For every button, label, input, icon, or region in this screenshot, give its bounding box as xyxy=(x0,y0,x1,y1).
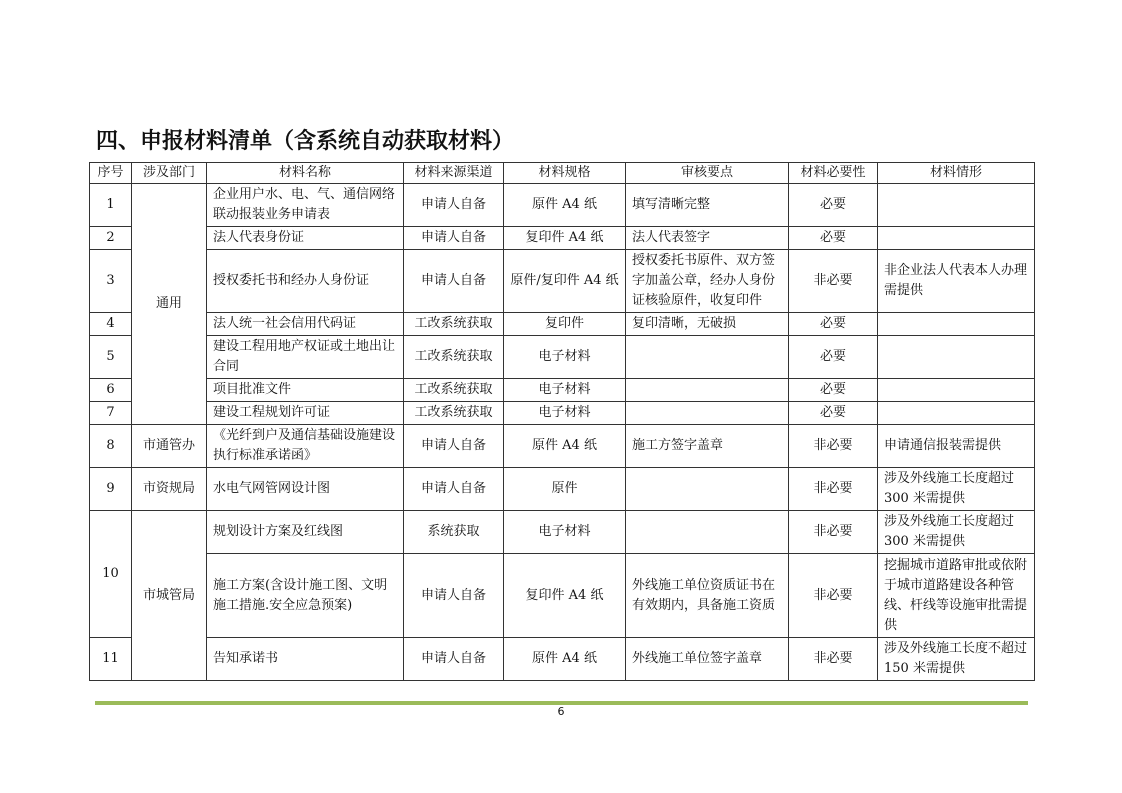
situation: 涉及外线施工长度不超过 150 米需提供 xyxy=(878,638,1035,681)
necessity: 非必要 xyxy=(789,468,878,511)
table-row xyxy=(90,402,1035,425)
material-source: 系统获取 xyxy=(404,511,504,554)
material-spec: 复印件 A4 纸 xyxy=(504,227,626,250)
table-header-row xyxy=(90,163,1035,184)
situation xyxy=(878,402,1035,425)
header-material-name: 材料名称 xyxy=(207,163,404,184)
necessity: 非必要 xyxy=(789,425,878,468)
material-spec: 原件 A4 纸 xyxy=(504,425,626,468)
review-point: 授权委托书原件、双方签字加盖公章，经办人身份证核验原件，收复印件 xyxy=(626,250,789,313)
table-row xyxy=(90,468,1035,511)
material-source: 申请人自备 xyxy=(404,425,504,468)
material-spec: 原件/复印件 A4 纸 xyxy=(504,250,626,313)
situation xyxy=(878,227,1035,250)
situation: 挖掘城市道路审批或依附于城市道路建设各种管线、杆线等设施审批需提供 xyxy=(878,554,1035,638)
review-point xyxy=(626,379,789,402)
row-no: 9 xyxy=(90,468,132,511)
material-source: 申请人自备 xyxy=(404,227,504,250)
review-point xyxy=(626,336,789,379)
necessity: 必要 xyxy=(789,379,878,402)
header-source: 材料来源渠道 xyxy=(404,163,504,184)
situation xyxy=(878,379,1035,402)
table-row xyxy=(90,336,1035,379)
header-spec: 材料规格 xyxy=(504,163,626,184)
situation: 非企业法人代表本人办理需提供 xyxy=(878,250,1035,313)
material-source: 工改系统获取 xyxy=(404,313,504,336)
material-source: 工改系统获取 xyxy=(404,336,504,379)
table-row xyxy=(90,379,1035,402)
material-name: 法人代表身份证 xyxy=(207,227,404,250)
material-name: 告知承诺书 xyxy=(207,638,404,681)
material-spec: 原件 A4 纸 xyxy=(504,184,626,227)
material-spec: 电子材料 xyxy=(504,379,626,402)
material-source: 申请人自备 xyxy=(404,468,504,511)
material-name: 企业用户水、电、气、通信网络联动报装业务申请表 xyxy=(207,184,404,227)
review-point: 法人代表签字 xyxy=(626,227,789,250)
material-name: 建设工程规划许可证 xyxy=(207,402,404,425)
necessity: 必要 xyxy=(789,313,878,336)
review-point xyxy=(626,511,789,554)
material-name: 授权委托书和经办人身份证 xyxy=(207,250,404,313)
material-spec: 原件 xyxy=(504,468,626,511)
review-point: 施工方签字盖章 xyxy=(626,425,789,468)
table-row xyxy=(90,313,1035,336)
situation: 涉及外线施工长度超过 300 米需提供 xyxy=(878,511,1035,554)
row-no: 8 xyxy=(90,425,132,468)
row-no: 2 xyxy=(90,227,132,250)
necessity: 非必要 xyxy=(789,511,878,554)
material-source: 申请人自备 xyxy=(404,554,504,638)
table-row xyxy=(90,250,1035,313)
material-spec: 复印件 A4 纸 xyxy=(504,554,626,638)
header-situation: 材料情形 xyxy=(878,163,1035,184)
material-spec: 电子材料 xyxy=(504,511,626,554)
table-row xyxy=(90,184,1035,227)
material-spec: 原件 A4 纸 xyxy=(504,638,626,681)
necessity: 非必要 xyxy=(789,250,878,313)
department-cell: 市资规局 xyxy=(132,468,207,511)
necessity: 必要 xyxy=(789,336,878,379)
header-necessity: 材料必要性 xyxy=(789,163,878,184)
material-name: 规划设计方案及红线图 xyxy=(207,511,404,554)
material-source: 工改系统获取 xyxy=(404,402,504,425)
row-no: 3 xyxy=(90,250,132,313)
review-point xyxy=(626,468,789,511)
necessity: 非必要 xyxy=(789,638,878,681)
page-title: 四、申报材料清单（含系统自动获取材料） xyxy=(96,129,515,154)
header-no: 序号 xyxy=(90,163,132,184)
situation xyxy=(878,313,1035,336)
table-row xyxy=(90,425,1035,468)
necessity: 必要 xyxy=(789,184,878,227)
table-row xyxy=(90,511,1035,554)
row-no: 7 xyxy=(90,402,132,425)
material-name: 项目批准文件 xyxy=(207,379,404,402)
situation: 涉及外线施工长度超过 300 米需提供 xyxy=(878,468,1035,511)
material-spec: 电子材料 xyxy=(504,402,626,425)
material-spec: 复印件 xyxy=(504,313,626,336)
material-name: 建设工程用地产权证或土地出让合同 xyxy=(207,336,404,379)
department-cell: 市通管办 xyxy=(132,425,207,468)
review-point: 外线施工单位资质证书在有效期内，具备施工资质 xyxy=(626,554,789,638)
necessity: 必要 xyxy=(789,402,878,425)
situation xyxy=(878,184,1035,227)
review-point: 外线施工单位签字盖章 xyxy=(626,638,789,681)
material-source: 申请人自备 xyxy=(404,184,504,227)
material-name: 法人统一社会信用代码证 xyxy=(207,313,404,336)
table-row xyxy=(90,638,1035,681)
row-no: 4 xyxy=(90,313,132,336)
situation xyxy=(878,336,1035,379)
material-source: 申请人自备 xyxy=(404,250,504,313)
row-no: 10 xyxy=(90,511,132,638)
material-spec: 电子材料 xyxy=(504,336,626,379)
row-no: 6 xyxy=(90,379,132,402)
material-source: 申请人自备 xyxy=(404,638,504,681)
table-row xyxy=(90,227,1035,250)
row-no: 11 xyxy=(90,638,132,681)
necessity: 非必要 xyxy=(789,554,878,638)
row-no: 1 xyxy=(90,184,132,227)
page-number: 6 xyxy=(557,705,565,718)
material-name: 水电气网管网设计图 xyxy=(207,468,404,511)
row-no: 5 xyxy=(90,336,132,379)
materials-table xyxy=(89,162,1035,681)
header-review: 审核要点 xyxy=(626,163,789,184)
review-point: 复印清晰，无破损 xyxy=(626,313,789,336)
situation: 申请通信报装需提供 xyxy=(878,425,1035,468)
review-point xyxy=(626,402,789,425)
necessity: 必要 xyxy=(789,227,878,250)
material-name: 施工方案(含设计施工图、文明施工措施.安全应急预案) xyxy=(207,554,404,638)
review-point: 填写清晰完整 xyxy=(626,184,789,227)
department-cell: 市城管局 xyxy=(132,511,207,681)
header-department: 涉及部门 xyxy=(132,163,207,184)
department-cell: 通用 xyxy=(132,184,207,425)
material-name: 《光纤到户及通信基础设施建设执行标准承诺函》 xyxy=(207,425,404,468)
material-source: 工改系统获取 xyxy=(404,379,504,402)
table-row xyxy=(90,554,1035,638)
